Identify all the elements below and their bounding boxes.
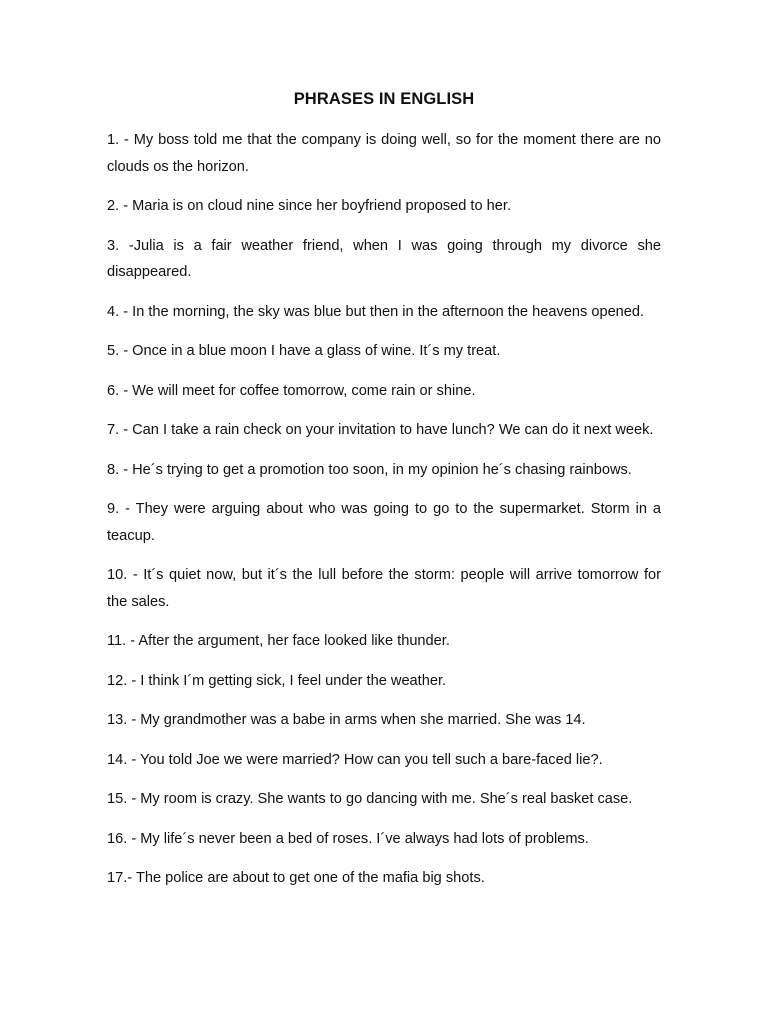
phrase-8: 8. - He´s trying to get a promotion too soon, in my opinion he´s chasing rainbows. <box>107 461 632 478</box>
phrase-13: 13. - My grandmother was a babe in arms when she married. She was 14. <box>107 712 586 728</box>
phrase-16: 16. - My life´s never been a bed of roses. I´ve always had lots of problems. <box>107 830 589 847</box>
phrase-2: 2. - Maria is on cloud nine since her boyfriend proposed to her. <box>107 198 511 214</box>
phrase-17: 17.- The police are about to get one of the mafia big shots. <box>107 870 485 886</box>
phrase-10: 10. - It´s quiet now, but it´s the lull before the storm: people will arrive tomorrow for the sales. <box>107 567 661 610</box>
phrase-1: 1. - My boss told me that the company is doing well, so for the moment there are no clouds os the horizon. <box>107 132 661 175</box>
phrase-3: 3. -Julia is a fair weather friend, when I was going through my divorce she disappeared. <box>107 237 661 280</box>
phrase-7: 7. - Can I take a rain check on your invitation to have lunch? We can do it next week. <box>107 422 654 438</box>
phrase-5: 5. - Once in a blue moon I have a glass of wine. It´s my treat. <box>107 343 501 359</box>
phrase-15: 15. - My room is crazy. She wants to go dancing with me. She´s real basket case. <box>107 791 633 807</box>
phrase-12: 12. - I think I´m getting sick, I feel under the weather. <box>107 672 447 689</box>
phrase-4: 4. - In the morning, the sky was blue but then in the afternoon the heavens opened. <box>107 303 645 320</box>
phrase-6: 6. - We will meet for coffee tomorrow, come rain or shine. <box>107 382 476 399</box>
document-page <box>107 90 661 905</box>
phrase-14: 14. - You told Joe we were married? How can you tell such a bare-faced lie?. <box>107 751 603 768</box>
document-title: PHRASES IN ENGLISH <box>293 90 475 108</box>
phrase-11: 11. - After the argument, her face looked like thunder. <box>107 633 450 649</box>
phrase-9: 9. - They were arguing about who was going to go to the supermarket. Storm in a teacup. <box>107 501 661 544</box>
